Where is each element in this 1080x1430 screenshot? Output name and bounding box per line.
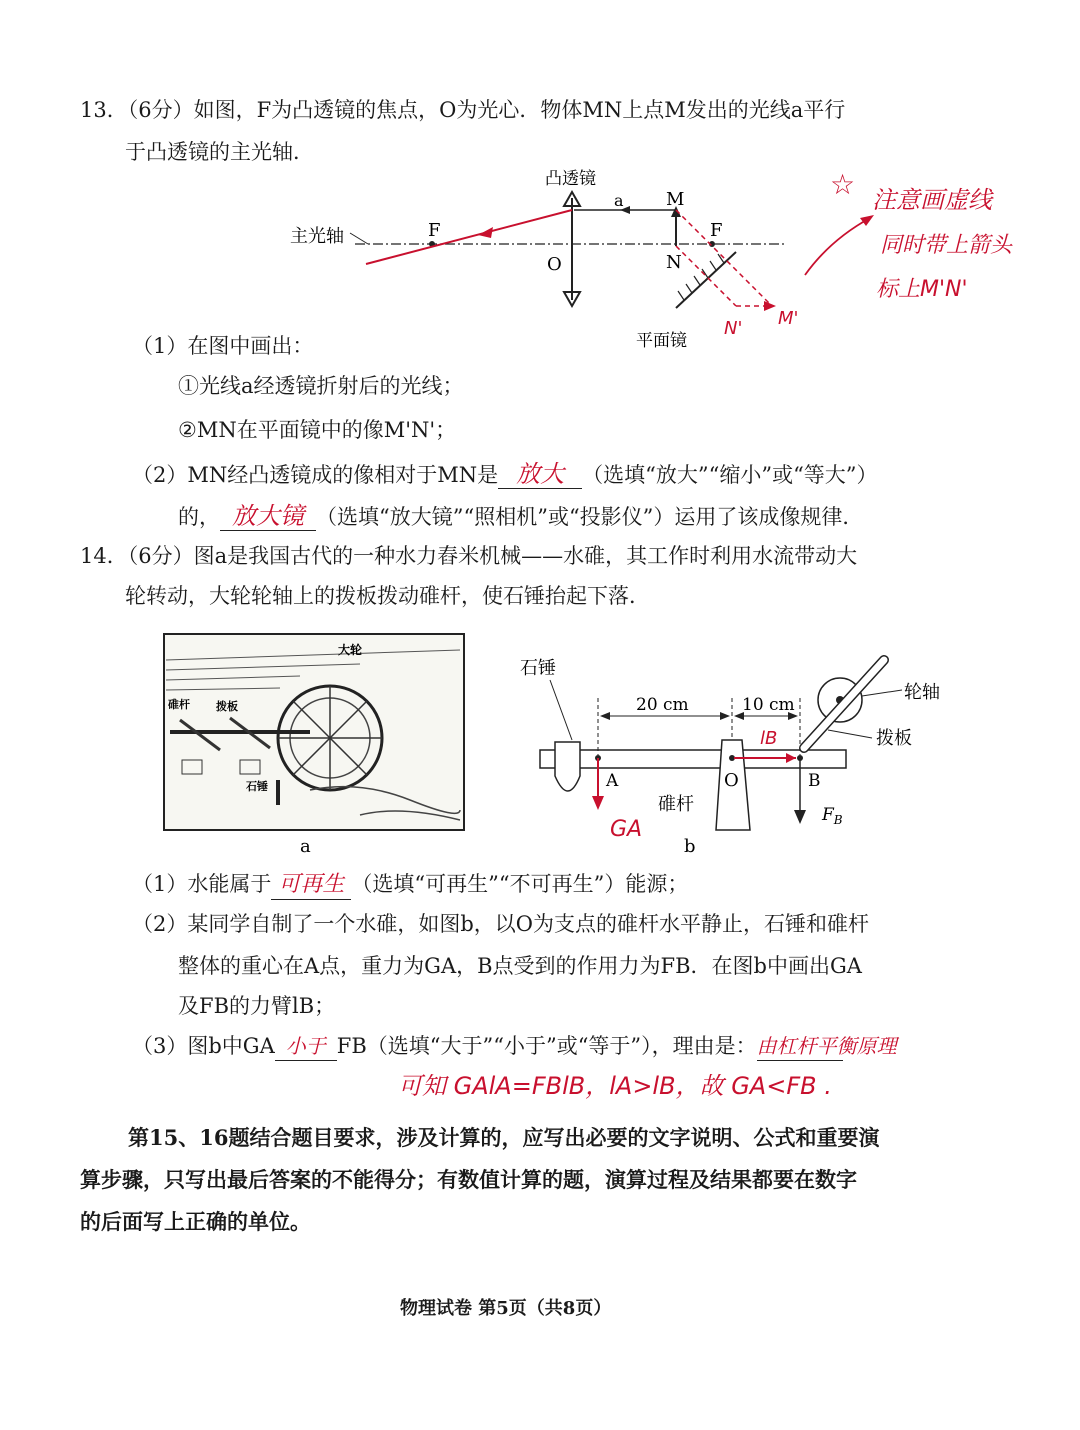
answer-renewable: 可再生	[271, 871, 351, 900]
hand-note-1: 注意画虚线	[872, 186, 992, 214]
label-lever-b: 碓杆	[658, 794, 694, 815]
axle-leader	[862, 690, 902, 696]
hammer-leader	[550, 680, 572, 740]
lens-label: 凸透镜	[545, 169, 596, 189]
q13-line2: 于凸透镜的主光轴．	[125, 140, 314, 164]
paddle-leader	[828, 730, 872, 738]
dim-20-label: 20 cm	[636, 695, 689, 715]
answer-reason-line1: 由杠杆平衡原理	[757, 1032, 843, 1061]
label-O: O	[547, 254, 562, 275]
dim-20-arrow-left	[600, 712, 610, 720]
label-paddle-a: 拨板	[216, 700, 238, 713]
virtual-image-arrow	[764, 301, 776, 311]
dim-10-label: 10 cm	[742, 695, 795, 715]
hand-N-prime: N'	[724, 318, 743, 339]
q14-part2-line1: （2）某同学自制了一个水碓，如图b，以O为支点的碓杆水平静止，石锤和碓杆	[132, 912, 870, 936]
hand-lB: lB	[760, 728, 778, 749]
answer-reason-line2: 可知 GAlA=FBlB，lA>lB，故 GA<FB .	[398, 1072, 832, 1100]
q14-line2: 轮转动，大轮轮轴上的拨板拨动碓杆，使石锤抬起下落．	[125, 584, 650, 608]
caption-a: a	[300, 836, 311, 857]
hand-note-2: 同时带上箭头	[880, 233, 1013, 258]
q14-part1-prefix: （1）水能属于	[132, 872, 272, 896]
q14-part3-prefix: （3）图b中GA	[132, 1034, 275, 1058]
refracted-ray-arrow	[478, 227, 493, 238]
mirror-label: 平面镜	[636, 331, 687, 351]
label-F-right: F	[710, 220, 723, 241]
q13-part2-prefix: （2）MN经凸透镜成的像相对于MN是	[132, 463, 499, 487]
label-a: a	[614, 191, 624, 210]
label-N: N	[666, 252, 682, 273]
answer-enlarged: 放大	[498, 460, 582, 489]
note-arrowhead	[860, 215, 874, 226]
q14-part3-options: FB（选填“大于”“小于”或“等于”），理由是：	[336, 1034, 757, 1058]
q13-part2-options: （选填“放大”“缩小”或“等大”）	[582, 463, 878, 487]
hand-GA: GA	[610, 817, 643, 842]
q14-figure-b	[510, 630, 980, 860]
q14-line1: 14．（6分）图a是我国古代的一种水力舂米机械——水碓，其工作时利用水流带动大	[80, 544, 858, 568]
instruction-line2: 算步骤，只写出最后答案的不能得分；有数值计算的题，演算过程及结果都要在数字	[80, 1167, 857, 1192]
hand-note-3: 标上M'N'	[876, 277, 968, 302]
q14-part3	[132, 1032, 897, 1061]
q13-line1: 13．（6分）如图，F为凸透镜的焦点，O为光心．物体MN上点M发出的光线a平行	[80, 98, 846, 122]
caption-b: b	[684, 836, 696, 857]
q13-part2b-options: （选填“放大镜”“照相机”或“投影仪”）运用了该成像规律．	[316, 505, 864, 529]
hand-note-star: ☆	[830, 168, 856, 201]
label-FB: $F_B$	[822, 805, 843, 827]
plane-mirror	[676, 252, 736, 308]
note-arrow	[805, 218, 870, 275]
label-lever-a: 碓杆	[168, 698, 190, 711]
label-M: M	[666, 189, 685, 210]
label-B: B	[808, 771, 821, 791]
label-A: A	[606, 771, 619, 791]
hand-M-prime: M'	[778, 308, 799, 329]
q14-part1	[132, 870, 688, 900]
label-O-b: O	[724, 770, 739, 791]
label-hammer-b: 石锤	[520, 658, 556, 679]
force-FB-arrow	[794, 810, 806, 824]
instruction-line1: 第15、16题结合题目要求，涉及计算的，应写出必要的文字说明、公式和重要演	[128, 1125, 880, 1150]
q14-part1-options: （选填“可再生”“不可再生”）能源；	[351, 872, 689, 896]
q13-part1: （1）在图中画出：	[132, 334, 314, 358]
q13-part2b-prefix: 的，	[178, 505, 220, 529]
label-big-wheel: 大轮	[338, 643, 363, 657]
instruction-line3: 的后面写上正确的单位。	[80, 1209, 311, 1234]
label-F-left: F	[428, 220, 441, 241]
hammer-head	[555, 742, 580, 791]
force-GA-arrow	[592, 796, 604, 810]
label-paddle-b: 拨板	[876, 728, 912, 749]
wheel-spokes	[278, 686, 382, 790]
q13-part2-line2	[178, 502, 863, 531]
q14-part2-line2: 整体的重心在A点，重力为GA，B点受到的作用力为FB．在图b中画出GA	[178, 954, 862, 978]
label-hammer-a: 石锤	[246, 780, 268, 793]
axis-label: 主光轴	[290, 226, 344, 247]
answer-magnifier: 放大镜	[220, 502, 316, 531]
mirror-hatching	[678, 254, 724, 300]
q14-figure-a	[160, 630, 470, 860]
paddle-arm-inner	[804, 660, 884, 748]
answer-less-than: 小于	[275, 1032, 337, 1061]
dim-20-arrow-right	[720, 712, 730, 720]
q13-part2-line1	[132, 460, 878, 489]
page-footer: 物理试卷 第5页（共8页）	[400, 1298, 612, 1319]
label-axle: 轮轴	[904, 682, 940, 703]
refracted-ray	[366, 210, 572, 264]
q13-part1a: ①光线a经透镜折射后的光线；	[178, 374, 464, 398]
q13-part1b: ②MN在平面镜中的像M'N'；	[178, 418, 457, 442]
q14-part2-line3: 及FB的力臂lB；	[178, 994, 336, 1018]
axis-label-leader	[350, 233, 368, 244]
